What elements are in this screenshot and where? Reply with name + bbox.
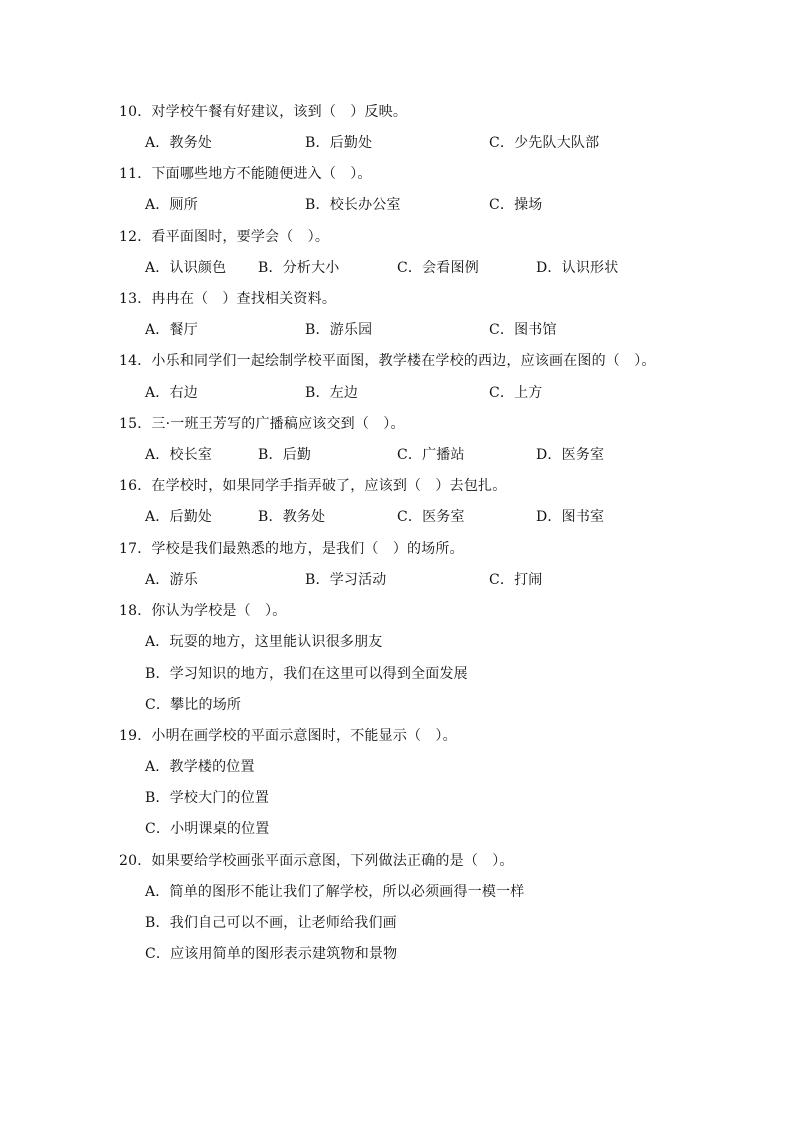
question-10-option-b: B．后勤处 <box>305 135 373 151</box>
question-18-option-a: A．玩耍的地方，这里能认识很多朋友 <box>145 634 383 650</box>
question-10-option-a: A．教务处 <box>145 135 213 151</box>
question-16-stem: 16．在学校时，如果同学手指弄破了，应该到（ ）去包扎。 <box>119 478 507 494</box>
question-20-option-b: B．我们自己可以不画，让老师给我们画 <box>145 915 397 931</box>
question-12-stem: 12．看平面图时，要学会（ ）。 <box>119 229 330 245</box>
question-12-option-a: A．认识颜色 <box>145 260 227 276</box>
question-11-stem: 11．下面哪些地方不能随便进入（ ）。 <box>119 166 372 182</box>
question-19-option-a: A．教学楼的位置 <box>145 759 255 775</box>
question-17-option-b: B．学习活动 <box>305 572 387 588</box>
question-12-option-d: D．认识形状 <box>536 260 619 276</box>
question-10-option-c: C．少先队大队部 <box>489 135 600 151</box>
question-18-option-b: B．学习知识的地方，我们在这里可以得到全面发展 <box>145 666 468 682</box>
question-18-option-c: C．攀比的场所 <box>145 697 242 713</box>
question-14-option-b: B．左边 <box>305 385 359 401</box>
question-14-option-c: C．上方 <box>489 385 543 401</box>
question-13-option-c: C．图书馆 <box>489 322 557 338</box>
question-15-option-a: A．校长室 <box>145 447 213 463</box>
question-16-option-d: D．图书室 <box>536 509 605 525</box>
question-11-option-b: B．校长办公室 <box>305 197 401 213</box>
question-20-stem: 20．如果要给学校画张平面示意图，下列做法正确的是（ ）。 <box>119 853 514 869</box>
question-20-option-a: A．简单的图形不能让我们了解学校，所以必须画得一模一样 <box>145 884 525 900</box>
question-11-option-a: A．厕所 <box>145 197 198 213</box>
question-17-option-c: C．打闹 <box>489 572 543 588</box>
question-14-option-a: A．右边 <box>145 385 198 401</box>
question-12-option-c: C．会看图例 <box>397 260 479 276</box>
question-19-option-b: B．学校大门的位置 <box>145 790 270 806</box>
question-17-option-a: A．游乐 <box>145 572 198 588</box>
question-10-stem: 10．对学校午餐有好建议，该到（ ）反映。 <box>119 104 408 120</box>
question-14-stem: 14．小乐和同学们一起绘制学校平面图，教学楼在学校的西边，应该画在图的（ ）。 <box>119 353 656 369</box>
question-16-option-b: B．教务处 <box>258 509 326 525</box>
question-18-stem: 18．你认为学校是（ ）。 <box>119 603 287 619</box>
question-20-option-c: C．应该用简单的图形表示建筑物和景物 <box>145 946 398 962</box>
question-19-option-c: C．小明课桌的位置 <box>145 821 270 837</box>
question-11-option-c: C．操场 <box>489 197 543 213</box>
question-15-stem: 15．三·一班王芳写的广播稿应该交到（ ）。 <box>119 416 405 432</box>
question-19-stem: 19．小明在画学校的平面示意图时，不能显示（ ）。 <box>119 728 457 744</box>
question-16-option-a: A．后勤处 <box>145 509 213 525</box>
question-15-option-c: C．广播站 <box>397 447 465 463</box>
question-13-option-b: B．游乐园 <box>305 322 373 338</box>
question-12-option-b: B．分析大小 <box>258 260 340 276</box>
question-13-option-a: A．餐厅 <box>145 322 198 338</box>
question-15-option-b: B．后勤 <box>258 447 312 463</box>
question-16-option-c: C．医务室 <box>397 509 465 525</box>
question-17-stem: 17．学校是我们最熟悉的地方，是我们（ ）的场所。 <box>119 541 464 557</box>
question-15-option-d: D．医务室 <box>536 447 605 463</box>
question-13-stem: 13．冉冉在（ ）查找相关资料。 <box>119 291 337 307</box>
